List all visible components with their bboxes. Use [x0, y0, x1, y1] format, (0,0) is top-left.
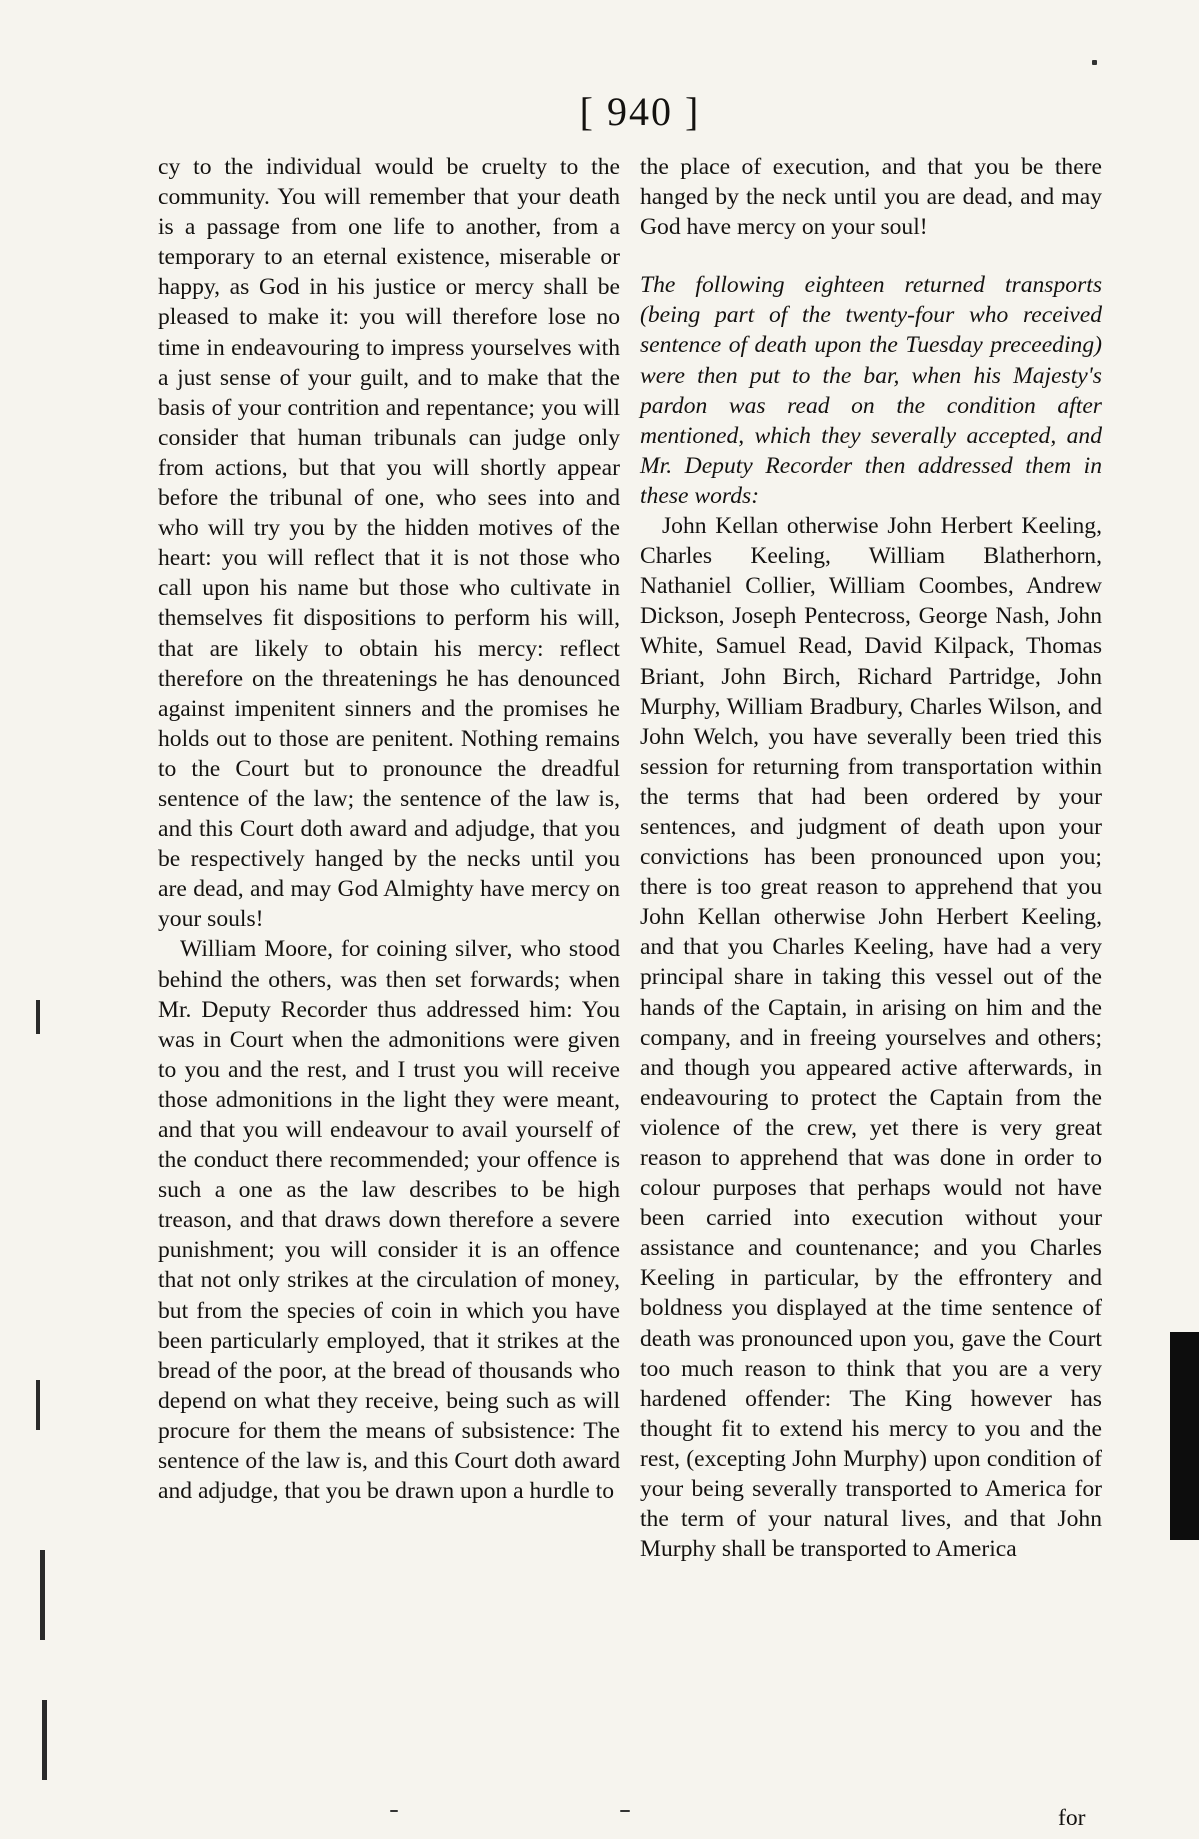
- gutter-mark: [36, 1000, 40, 1034]
- speck: [620, 1810, 630, 1812]
- page-number: [ 940 ]: [579, 89, 701, 134]
- gutter-mark: [42, 1700, 47, 1780]
- sentence-continuation: the place of execution, and that you be there hanged by the neck until you are dead, and may God have mercy on your soul!: [640, 154, 1102, 241]
- gutter-mark: [36, 1380, 40, 1430]
- right-column: [640, 152, 1102, 1564]
- speck: [390, 1810, 398, 1812]
- section-gap: [640, 242, 1102, 270]
- scan-edge-bar: [1170, 1332, 1199, 1540]
- gutter-mark: [40, 1550, 45, 1640]
- italic-introduction: The following eighteen returned transports (being part of the twenty-four who received sentence of death upon the Tuesday preceeding) were then put to the bar, when his Majesty's pardon was read on the condition after mentioned, which they severally accepted, and Mr. Deputy Recorder then addressed them in these words:: [640, 272, 1102, 509]
- left-paragraph-1: cy to the individual would be cruelty to the community. You will remember that your death is a passage from one life to another, from a temporary to an eternal existence, miserable or happy, as God in his justice or mercy shall be pleased to make it: you will therefore lose no time in endeavouring to impress yourselves with a just sense of your guilt, and to make that the basis of your contrition and repentance; you will consider that human tribunals can judge only from actions, but that you will shortly appear before the tribunal of one, who sees into and who will try you by the hidden motives of the heart: you will reflect that it is not those who call upon his name but those who cultivate in themselves fit dispositions to perform his will, that are likely to obtain his mercy: reflect therefore on the threatenings he has denounced against impenitent sinners and the promises he holds out to those are penitent. Nothing remains to the Court but to pronounce the dreadful sentence of the law; the sentence of the law is, and this Court doth award and adjudge, that you be respectively hanged by the necks until you are dead, and may God Almighty have mercy on your souls!: [158, 154, 620, 933]
- left-paragraph-2: William Moore, for coining silver, who stood behind the others, was then set forwards; when Mr. Deputy Recorder thus addressed him: You was in Court when the admonitions were given to you and the rest, and I trust you will receive those admonitions in the light they were meant, and that you will endeavour to avail yourself of the conduct there recommended; your offence is such a one as the law describes to be high treason, and that draws down therefore a severe punishment; you will consider it is an offence that not only strikes at the circulation of money, but from the species of coin in which you have been particularly employed, that it strikes at the bread of the poor, at the bread of thousands who depend on what they receive, being such as will procure for them the means of subsistence: The sentence of the law is, and this Court doth award and adjudge, that you be drawn upon a hurdle to: [158, 936, 620, 1505]
- catchword: for: [1058, 1805, 1086, 1831]
- speck: [1092, 60, 1097, 65]
- left-column: [158, 152, 620, 1506]
- recorder-address: John Kellan otherwise John Herbert Keeling, Charles Keeling, William Blatherhorn, Nathaniel Collier, William Coombes, Andrew Dickson, Joseph Pentecross, George Nash, John White, Samuel Read, David Kilpack, Thomas Briant, John Birch, Richard Partridge, John Murphy, William Bradbury, Charles Wilson, and John Welch, you have severally been tried this session for returning from transportation within the terms that had been ordered by your sentences, and judgment of death upon your convictions has been pronounced upon you; there is too great reason to apprehend that you John Kellan otherwise John Herbert Keeling, and that you Charles Keeling, have had a very principal share in taking this vessel out of the hands of the Captain, in arising on him and the company, and in freeing yourselves and others; and though you appeared active afterwards, in endeavouring to protect the Captain from the violence of the crew, yet there is very great reason to apprehend that was done in order to colour purposes that perhaps would not have been carried into execution without your assistance and countenance; and you Charles Keeling in particular, by the effrontery and boldness you displayed at the time sentence of death was pronounced upon you, gave the Court too much reason to think that you are a very hardened offender: The King however has thought fit to extend his mercy to you and the rest, (excepting John Murphy) upon condition of your being severally transported to America for the term of your natural lives, and that John Murphy shall be transported to America: [640, 513, 1102, 1563]
